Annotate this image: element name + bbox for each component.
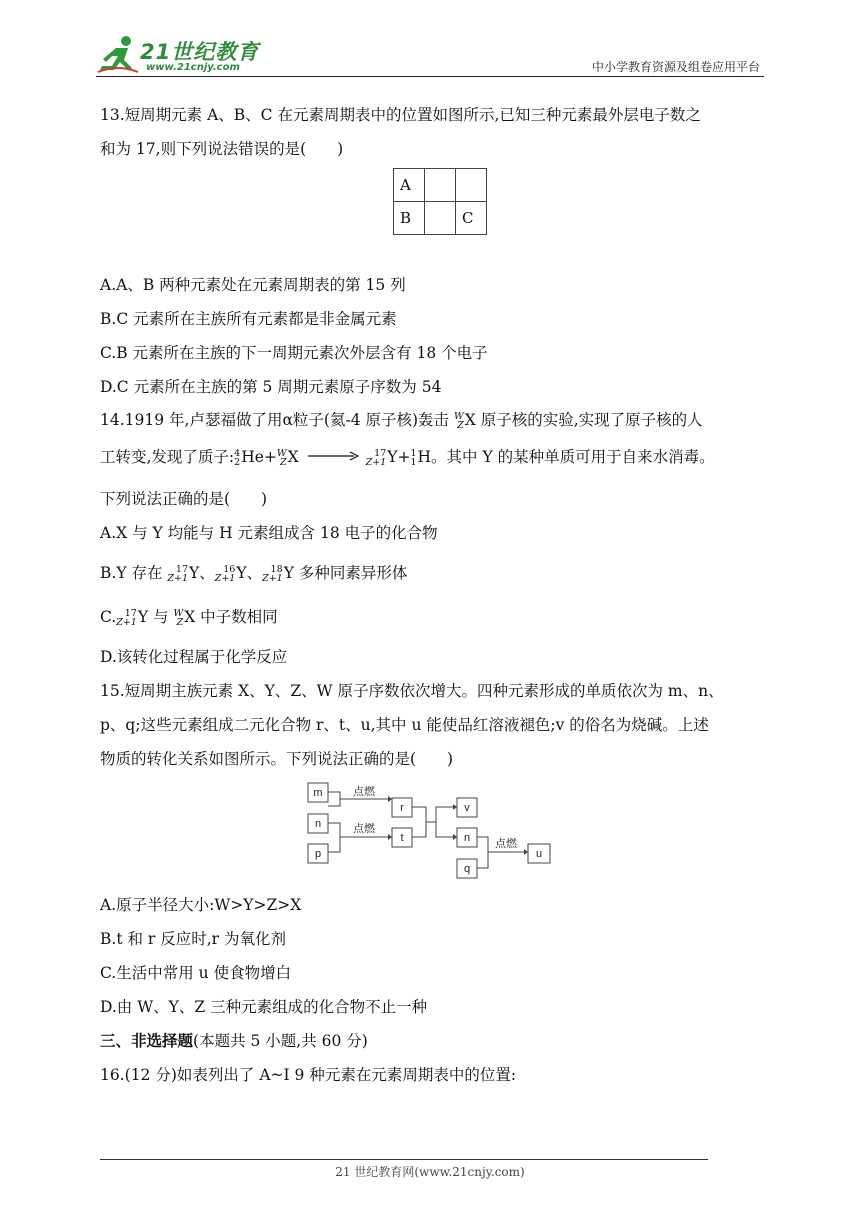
q14-line1	[100, 409, 703, 431]
diagram-box-t: t	[400, 832, 404, 844]
grid-cell: C	[456, 202, 487, 235]
grid-cell	[425, 202, 456, 235]
logo-url: www.21cnjy.com	[146, 62, 240, 73]
grid-row	[394, 169, 487, 202]
section-3-heading	[100, 1030, 368, 1052]
q13-line2: 和为 17,则下列说法错误的是( )	[100, 140, 344, 158]
q13-option-a: A.A、B 两种元素处在元素周期表的第 15 列	[100, 276, 406, 294]
q15-line2: p、q;这些元素组成二元化合物 r、t、u,其中 u 能使品红溶液褪色;v 的俗名为烧碱。上述	[100, 716, 709, 734]
isotope-y17: 17 Z+1	[116, 608, 137, 628]
footer-divider	[100, 1159, 708, 1160]
q13-option-c: C.B 元素所在主族的下一周期元素次外层含有 18 个电子	[100, 344, 488, 362]
q13-line1: 13.短周期元素 A、B、C 在元素周期表中的位置如图所示,已知三种元素最外层电子数之	[100, 106, 701, 124]
diagram-box-p: p	[314, 848, 322, 860]
q15-option-a: A.原子半径大小:W>Y>Z>X	[100, 896, 302, 914]
q14-line1-text-b: X 原子核的实验,实现了原子核的人	[464, 411, 703, 429]
grid-row	[394, 202, 487, 235]
section-3-title: 三、非选择题	[100, 1031, 194, 1050]
diagram-arrow-label: 点燃	[353, 786, 375, 798]
q14-line2: 工转变,发现了质子: 4 2 He+ W Z X 17 Z+1 Y+ 1 1 H。其中 Y 的某种单质可用于自来水消毒。	[100, 448, 715, 468]
q14-option-c: C. 17 Z+1 Y 与 W Z X 中子数相同	[100, 608, 278, 628]
logo-text: 21世纪教育	[140, 40, 260, 64]
diagram-box-v: v	[464, 802, 470, 814]
q13-option-b: B.C 元素所在主族所有元素都是非金属元素	[100, 310, 397, 328]
q15-line1: 15.短周期主族元素 X、Y、Z、W 原子序数依次增大。四种元素形成的单质依次为 m、n、	[100, 682, 724, 700]
isotope-y17: 17 Z+1	[167, 564, 189, 584]
q14-line3: 下列说法正确的是( )	[100, 490, 268, 508]
q14-option-a: A.X 与 Y 均能与 H 元素组成含 18 电子的化合物	[100, 524, 438, 542]
q15-transformation-diagram	[300, 780, 560, 886]
q14-option-d: D.该转化过程属于化学反应	[100, 648, 288, 666]
q14-line1-text-a: 14.1919 年,卢瑟福做了用α粒子(氦-4 原子核)轰击	[100, 411, 454, 429]
footer-text: 21 世纪教育网(www.21cnjy.com)	[335, 1165, 525, 1179]
grid-cell	[456, 169, 487, 202]
header-right-text: 中小学教育资源及组卷应用平台	[591, 60, 760, 74]
q16-line1: 16.(12 分)如表列出了 A~I 9 种元素在元素周期表中的位置:	[100, 1066, 517, 1084]
header-logo	[96, 34, 266, 76]
grid-cell: A	[394, 169, 425, 202]
q13-option-d: D.C 元素所在主族的第 5 周期元素原子序数为 54	[100, 378, 442, 396]
grid-cell: B	[394, 202, 425, 235]
header-divider	[96, 76, 764, 77]
diagram-box-q: q	[463, 863, 471, 875]
isotope-y16: 16 Z+1	[214, 564, 236, 584]
section-3-note: (本题共 5 小题,共 60 分)	[193, 1032, 368, 1050]
q15-line3: 物质的转化关系如图所示。下列说法正确的是( )	[100, 750, 454, 768]
q15-option-c: C.生活中常用 u 使食物增白	[100, 964, 292, 982]
diagram-box-m: m	[313, 787, 323, 799]
isotope-he: 4 2	[234, 448, 241, 468]
isotope-y18: 18 Z+1	[262, 564, 283, 584]
diagram-box-n2: n	[463, 832, 471, 844]
diagram-arrow-label: 点燃	[353, 823, 375, 835]
isotope-x: W Z	[276, 448, 287, 468]
diagram-box-r: r	[400, 802, 404, 814]
grid-cell	[425, 169, 456, 202]
diagram-box-u: u	[535, 848, 543, 860]
q13-periodic-grid	[393, 168, 487, 235]
isotope-x: W Z	[453, 411, 464, 431]
reaction-arrow-icon	[306, 451, 360, 465]
q14-option-b: B.Y 存在 17 Z+1 Y、 16 Z+1 Y、 18 Z+1 Y 多种同素异形体	[100, 564, 408, 584]
diagram-box-n: n	[314, 818, 322, 830]
q15-option-b: B.t 和 r 反应时,r 为氧化剂	[100, 930, 287, 948]
runner-logo-icon	[96, 34, 140, 76]
isotope-h: 1 1	[410, 448, 417, 468]
isotope-x: W Z	[173, 608, 184, 628]
isotope-y17: 17 Z+1	[365, 448, 387, 468]
diagram-arrow-label: 点燃	[495, 838, 517, 850]
q15-option-d: D.由 W、Y、Z 三种元素组成的化合物不止一种	[100, 998, 428, 1016]
